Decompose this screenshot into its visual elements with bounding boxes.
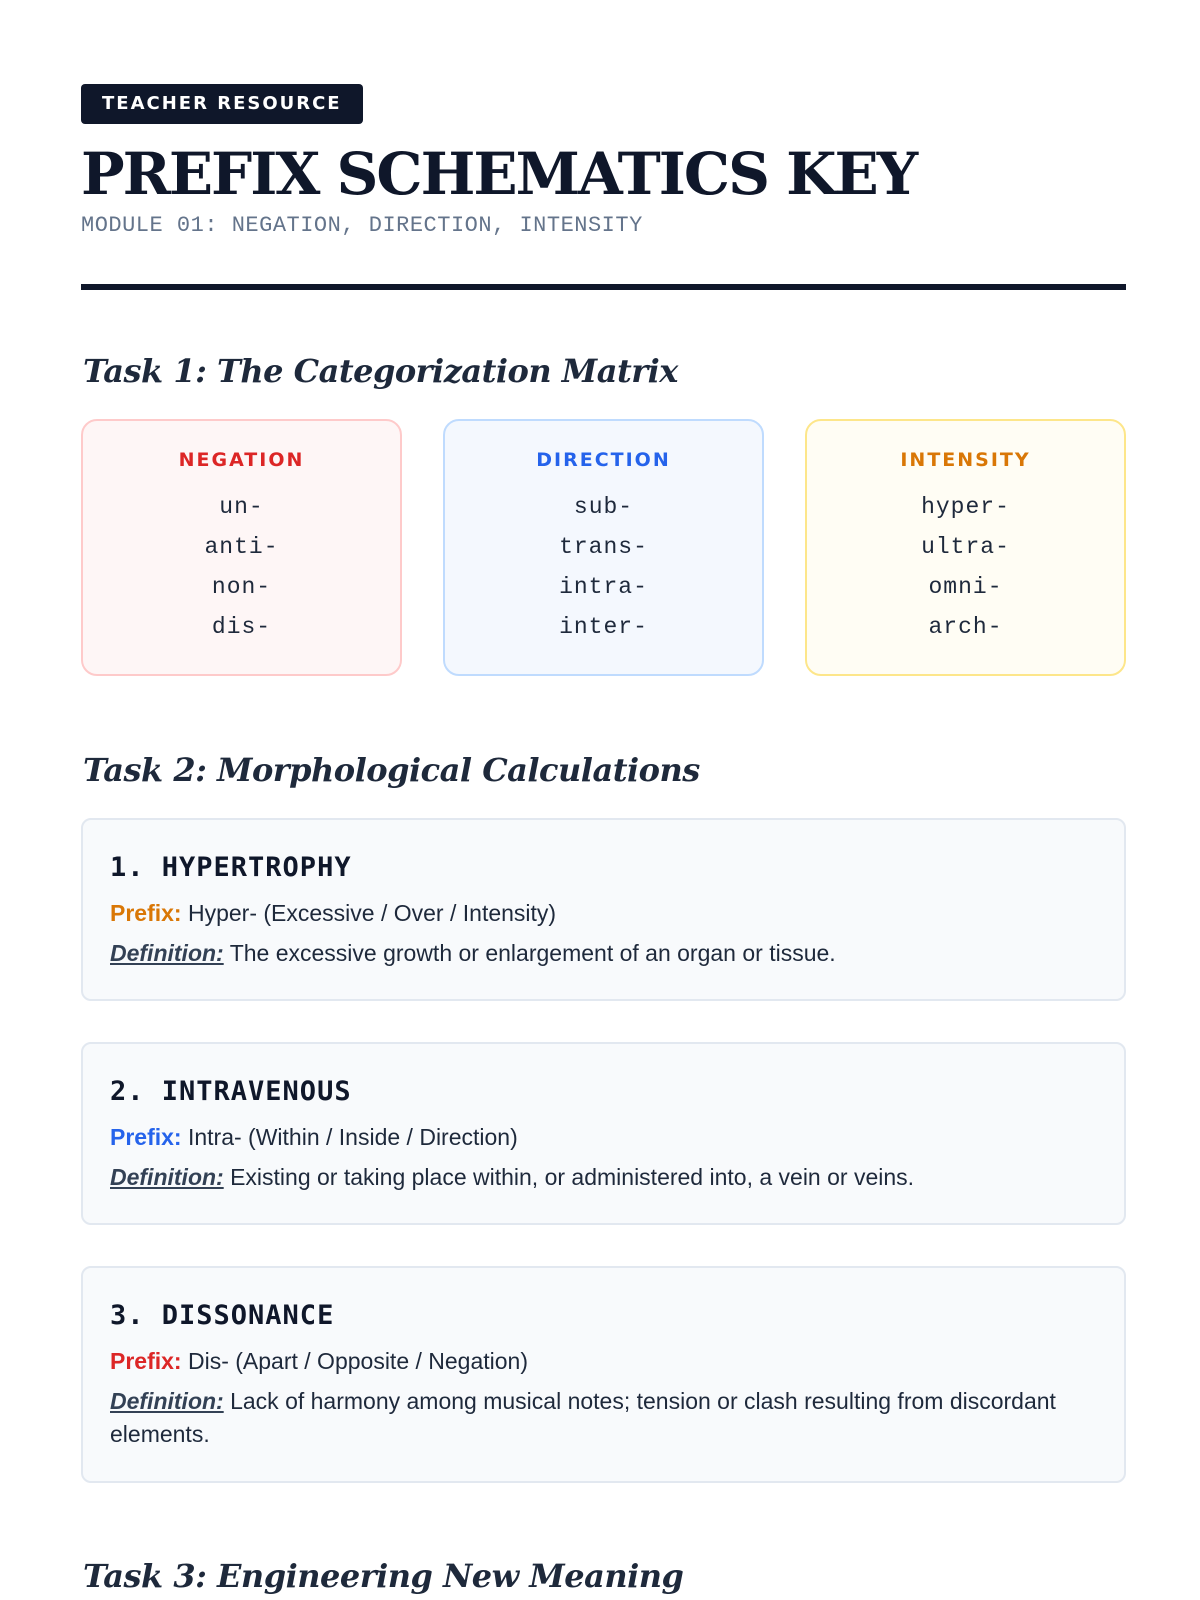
prefix-value: Intra- (Within / Inside / Direction) bbox=[187, 1124, 518, 1150]
definition-line bbox=[110, 1385, 1097, 1451]
category-card-negation bbox=[81, 419, 402, 676]
definition-value: Existing or taking place within, or administered into, a vein or veins. bbox=[230, 1164, 915, 1190]
prefix-item: anti- bbox=[204, 534, 279, 560]
category-title: DIRECTION bbox=[536, 449, 671, 471]
task1-heading: Task 1: The Categorization Matrix bbox=[83, 352, 678, 390]
prefix-line bbox=[110, 1345, 1097, 1378]
definition-label: Definition: bbox=[110, 940, 224, 966]
target-word: 3. DISSONANCE bbox=[110, 1300, 335, 1331]
task3-heading: Task 3: Engineering New Meaning bbox=[83, 1557, 684, 1595]
prefix-item: un- bbox=[219, 494, 264, 520]
prefix-item: sub- bbox=[573, 494, 634, 520]
category-title: NEGATION bbox=[178, 449, 305, 471]
prefix-value: Dis- (Apart / Opposite / Negation) bbox=[187, 1348, 529, 1374]
prefix-label: Prefix: bbox=[110, 900, 182, 926]
prefix-item: trans- bbox=[559, 534, 648, 560]
definition-line bbox=[110, 1161, 1097, 1194]
prefix-line bbox=[110, 1121, 1097, 1154]
definition-label: Definition: bbox=[110, 1164, 224, 1190]
prefix-list bbox=[83, 487, 400, 647]
prefix-item: inter- bbox=[559, 614, 648, 640]
prefix-item: intra- bbox=[559, 574, 648, 600]
definition-value: The excessive growth or enlargement of an organ or tissue. bbox=[229, 940, 836, 966]
prefix-item: non- bbox=[211, 574, 272, 600]
calculation-card bbox=[81, 818, 1126, 1001]
definition-value: Lack of harmony among musical notes; tension or clash resulting from discordant elements. bbox=[110, 1388, 1056, 1447]
prefix-label: Prefix: bbox=[110, 1348, 182, 1374]
prefix-value: Hyper- (Excessive / Over / Intensity) bbox=[187, 900, 557, 926]
prefix-item: dis- bbox=[211, 614, 272, 640]
category-card-intensity bbox=[805, 419, 1126, 676]
header-divider bbox=[81, 284, 1126, 290]
definition-line bbox=[110, 937, 1097, 970]
definition-label: Definition: bbox=[110, 1388, 224, 1414]
calculation-card bbox=[81, 1266, 1126, 1483]
prefix-label: Prefix: bbox=[110, 1124, 182, 1150]
module-subtitle: MODULE 01: NEGATION, DIRECTION, INTENSITY bbox=[81, 213, 643, 238]
prefix-list bbox=[807, 487, 1124, 647]
prefix-item: ultra- bbox=[921, 534, 1010, 560]
categorization-matrix bbox=[81, 419, 1126, 676]
category-title: INTENSITY bbox=[900, 449, 1031, 471]
target-word: 2. INTRAVENOUS bbox=[110, 1076, 352, 1107]
prefix-item: hyper- bbox=[921, 494, 1010, 520]
page-title: PREFIX SCHEMATICS KEY bbox=[81, 140, 917, 208]
prefix-item: arch- bbox=[928, 614, 1003, 640]
target-word: 1. HYPERTROPHY bbox=[110, 852, 352, 883]
prefix-list bbox=[445, 487, 762, 647]
resource-badge: TEACHER RESOURCE bbox=[81, 84, 363, 124]
category-card-direction bbox=[443, 419, 764, 676]
task2-heading: Task 2: Morphological Calculations bbox=[83, 751, 700, 789]
prefix-item: omni- bbox=[928, 574, 1003, 600]
prefix-line bbox=[110, 897, 1097, 930]
calculation-card bbox=[81, 1042, 1126, 1225]
